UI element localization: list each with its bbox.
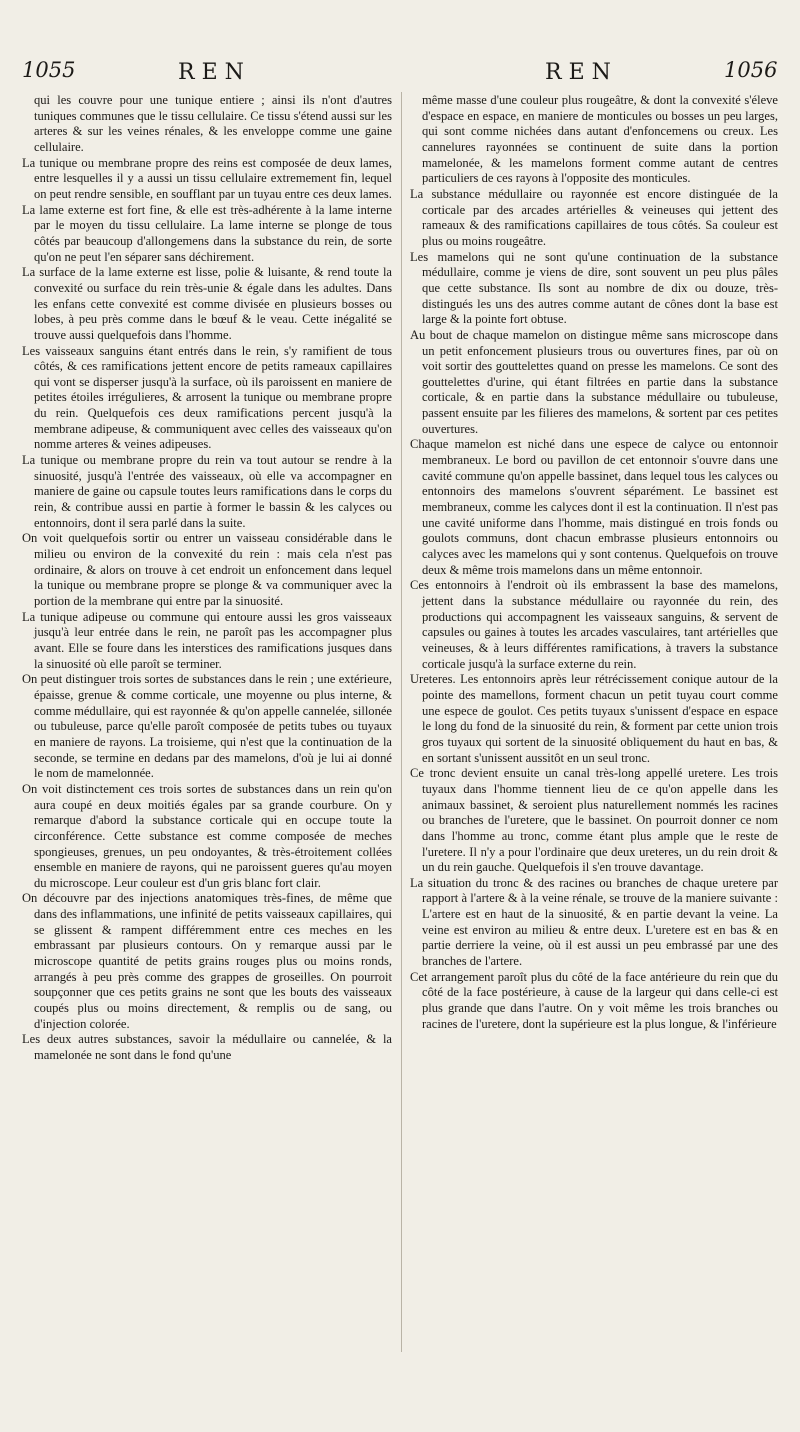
left-column [22,93,392,1064]
paragraph: On découvre par des injections anatomiques très-fines, de même que dans des inflammations, une infinité de petits vaisseaux capillaires, qui se glissent & rampent différemment entre ces meches en les embrassant par plusieurs contours. On y remarque aussi par le microscope quantité de petits grains rouges plus ou moins ronds, arrangés à peu près comme des grappes de groseilles. On pourroit soupçonner que ces petits grains ne sont que les bouts des vaisseaux coupés plus ou moins directement, & remplis ou de sang, ou d'injection colorée. [22,891,392,1031]
paragraph: Au bout de chaque mamelon on distingue même sans microscope dans un petit enfoncement plusieurs trous ou ouvertures fines, par où on voit sortir des gouttelettes quand on presse les mamelons. Ce sont des gouttelettes d'urine, qui étant filtrées en partie dans la substance corticale, & en partie dans la substance médullaire ou tubuleuse, passent ensuite par les filieres des mamelons, & sortent par ces petites ouvertures. [410,327,778,436]
paragraph: On voit quelquefois sortir ou entrer un vaisseau considérable dans le milieu ou environ de la convexité du rein : mais cela n'est pas ordinaire, & alors on trouve à cet endroit un enfoncement dans lequel la tunique ou membrane propre se plonge & va communiquer avec la portion de la membrane qui entre par la sinuosité. [22,531,392,608]
paragraph: Ces entonnoirs à l'endroit où ils embrassent la base des mamelons, jettent dans la substance médullaire ou rayonnée du rein, des productions qui accompagnent les vaisseaux sanguins, & servent de capsules ou gaines à toutes les arcades vasculaires, tant artérielles que veineuses, & à leurs différentes ramifications, à travers la substance corticale jusqu'à la surface externe du rein. [410,578,778,671]
paragraph: Ureteres. Les entonnoirs après leur rétrécissement conique autour de la pointe des mamellons, forment chacun un petit tuyau court comme une espece de goulot. Ces petits tuyaux s'unissent d'espace en espace le long du fond de la sinuosité du rein, & forment par cette union trois gros tuyaux qui sortent de la sinuosité obliquement du haut en bas, & en sortant s'unissent aussitôt en un seul tronc. [410,672,778,765]
paragraph: Les vaisseaux sanguins étant entrés dans le rein, s'y ramifient de tous côtés, & ces ramifications jettent encore de petits rameaux capillaires qui vont se disperser jusqu'à la surface, où ils paroissent en maniere de petites étoiles irrégulieres, & arrosent la tunique ou membrane propre du rein. Quelquefois ces deux ramifications percent jusqu'à la membrane adipeuse, & communiquent avec celles des vaisseaux qu'on nomme arteres & veines adipeuses. [22,343,392,452]
left-page-number: 1055 [22,58,76,82]
paragraph: Cet arrangement paroît plus du côté de la face antérieure du rein que du côté de la face postérieure, à cause de la largeur qui dans celle-ci est plus grande que dans l'autre. On y voit même les trois branches ou racines de l'uretere, dont la supérieure est la plus longue, & l'inférieure [410,969,778,1031]
paragraph: La tunique adipeuse ou commune qui entoure aussi les gros vaisseaux jusqu'à leur entrée dans le rein, ne paroît pas les accompagner plus avant. Elle se foure dans les interstices des ramifications jusques dans la sinuosité où elle paroît se terminer. [22,609,392,671]
paragraph: La surface de la lame externe est lisse, polie & luisante, & rend toute la convexité ou surface du rein très-unie & égale dans les adultes. Dans les enfans cette convexité est comme divisée en plusieurs bosses ou lobes, à peu près comme dans le bœuf & le veau. Cette inégalité se trouve aussi quelquefois dans l'homme. [22,265,392,342]
left-running-head: REN [178,60,251,85]
paragraph: La tunique ou membrane propre du rein va tout autour se rendre à la sinuosité, jusqu'à l'entrée des vaisseaux, où elle va accompagner en maniere de gaine ou capsule toutes leurs ramifications dans le corps du rein, & contribue aussi en partie à former le bassin & les calyces ou entonnoirs, dont il sera parlé dans la suite. [22,453,392,530]
paragraph: La situation du tronc & des racines ou branches de chaque uretere par rapport à l'artere & à la veine rénale, se trouve de la maniere suivante : L'artere est en haut de la sinuosité, & en partie devant la veine. La veine est environ au milieu & entre deux. L'uretere est en bas & en partie derriere la veine, où il est aussi un peu embrassé par une des branches de l'artere. [410,875,778,969]
paragraph: On peut distinguer trois sortes de substances dans le rein ; une extérieure, épaisse, grenue & comme corticale, une moyenne ou plus interne, & comme médullaire, qui est rayonnée & qu'on appelle cannelée, sillonée ou tubuleuse, parce qu'elle paroît composée de petits tubes ou tuyaux en maniere de rayons. La troisieme, qui n'est que la continuation de la seconde, se termine en dedans par des mamelons, d'où je lui ai donné le nom de mamelonnée. [22,672,392,781]
paragraph: La lame externe est fort fine, & elle est très-adhérente à la lame interne par le moyen du tissu cellulaire. La lame interne se plonge de tous côtés par beaucoup d'allongemens dans la substance du rein, de sorte qu'on ne peut l'en séparer sans déchirement. [22,202,392,264]
column-divider [401,92,402,1352]
paragraph: On voit distinctement ces trois sortes de substances dans un rein qu'on aura coupé en deux moitiés égales par sa grande courbure. On y remarque d'abord la substance corticale qui en occupe toute la circonférence. Cette substance est comme composée de meches spongieuses, grenues, un peu ondoyantes, & très-étroitement collées ensemble en maniere de rayons, qui ne paroissent gueres qu'au moyen du microscope. Leur couleur est d'un gris blanc fort clair. [22,781,392,890]
right-page-number: 1056 [724,58,778,82]
paragraph: Chaque mamelon est niché dans une espece de calyce ou entonnoir membraneux. Le bord ou pavillon de cet entonnoir s'ouvre dans une cavité commune qu'on appelle bassinet, dans lequel tous les calyces ou entonnoirs des mamelons s'ouvrent séparément. Le bassinet est membraneux, comme les calyces dont il est la continuation. Il n'est pas une cavité uniforme dans l'homme, mais distingué en trois fonds ou goulots communs, dont chacun embrasse plusieurs entonnoirs ou calyces avec les mamelons qui y sont contenus. Quelquefois on trouve deux & même trois mamelons dans un même entonnoir. [410,437,778,577]
paragraph: Les mamelons qui ne sont qu'une continuation de la substance médullaire, comme je viens de dire, sont souvent un peu plus pâles que cette substance. Ils sont au nombre de dix ou douze, très-distingués les uns des autres comme autant de cônes dont la base est large & la pointe fort obtuse. [410,249,778,327]
paragraph: Les deux autres substances, savoir la médullaire ou cannelée, & la mamelonée ne sont dans le fond qu'une [22,1032,392,1063]
paragraph: Ce tronc devient ensuite un canal très-long appellé uretere. Les trois tuyaux dans l'homme tiennent lieu de ce qu'on appelle dans les animaux bassinet, & seroient plus naturellement nommés les racines ou branches de l'uretere, que le bassinet. On pourroit donner ce nom dans l'homme au tronc, comme étant plus ample que le reste de l'uretere. Il n'y a pour l'ordinaire que deux ureteres, un du rein droit & un du rein gauche. Quelquefois il s'en trouve davantage. [410,766,778,875]
paragraph: même masse d'une couleur plus rougeâtre, & dont la convexité s'éleve d'espace en espace, en maniere de monticules ou bosses un peu larges, qui sont comme nichées dans autant d'enfoncemens ou creux. Les cannelures rayonnées se continuent de suite dans la portion mamelonée, & les mamelons forment comme autant de centres particuliers de ces rayons à l'opposite des monticules. [422,93,778,186]
paragraph: La tunique ou membrane propre des reins est composée de deux lames, entre lesquelles il y a aussi un tissu cellulaire extremement fin, lequel on peut rendre sensible, en soufflant par un tuyau entre ces deux lames. [22,155,392,201]
right-running-head: REN [545,60,618,85]
paragraph: La substance médullaire ou rayonnée est encore distinguée de la corticale par des arcades artérielles & veineuses qui jettent des rameaux & des ramifications capillaires de tous côtés. Sa couleur est plus ou moins rougeâtre. [410,186,778,248]
paragraph: qui les couvre pour une tunique entiere ; ainsi ils n'ont d'autres tuniques communes que le tissu cellulaire. Ce tissu s'étend aussi sur les arteres & sur les veines rénales, & les enveloppe comme une gaine cellulaire. [34,93,392,154]
right-column [410,93,778,1032]
